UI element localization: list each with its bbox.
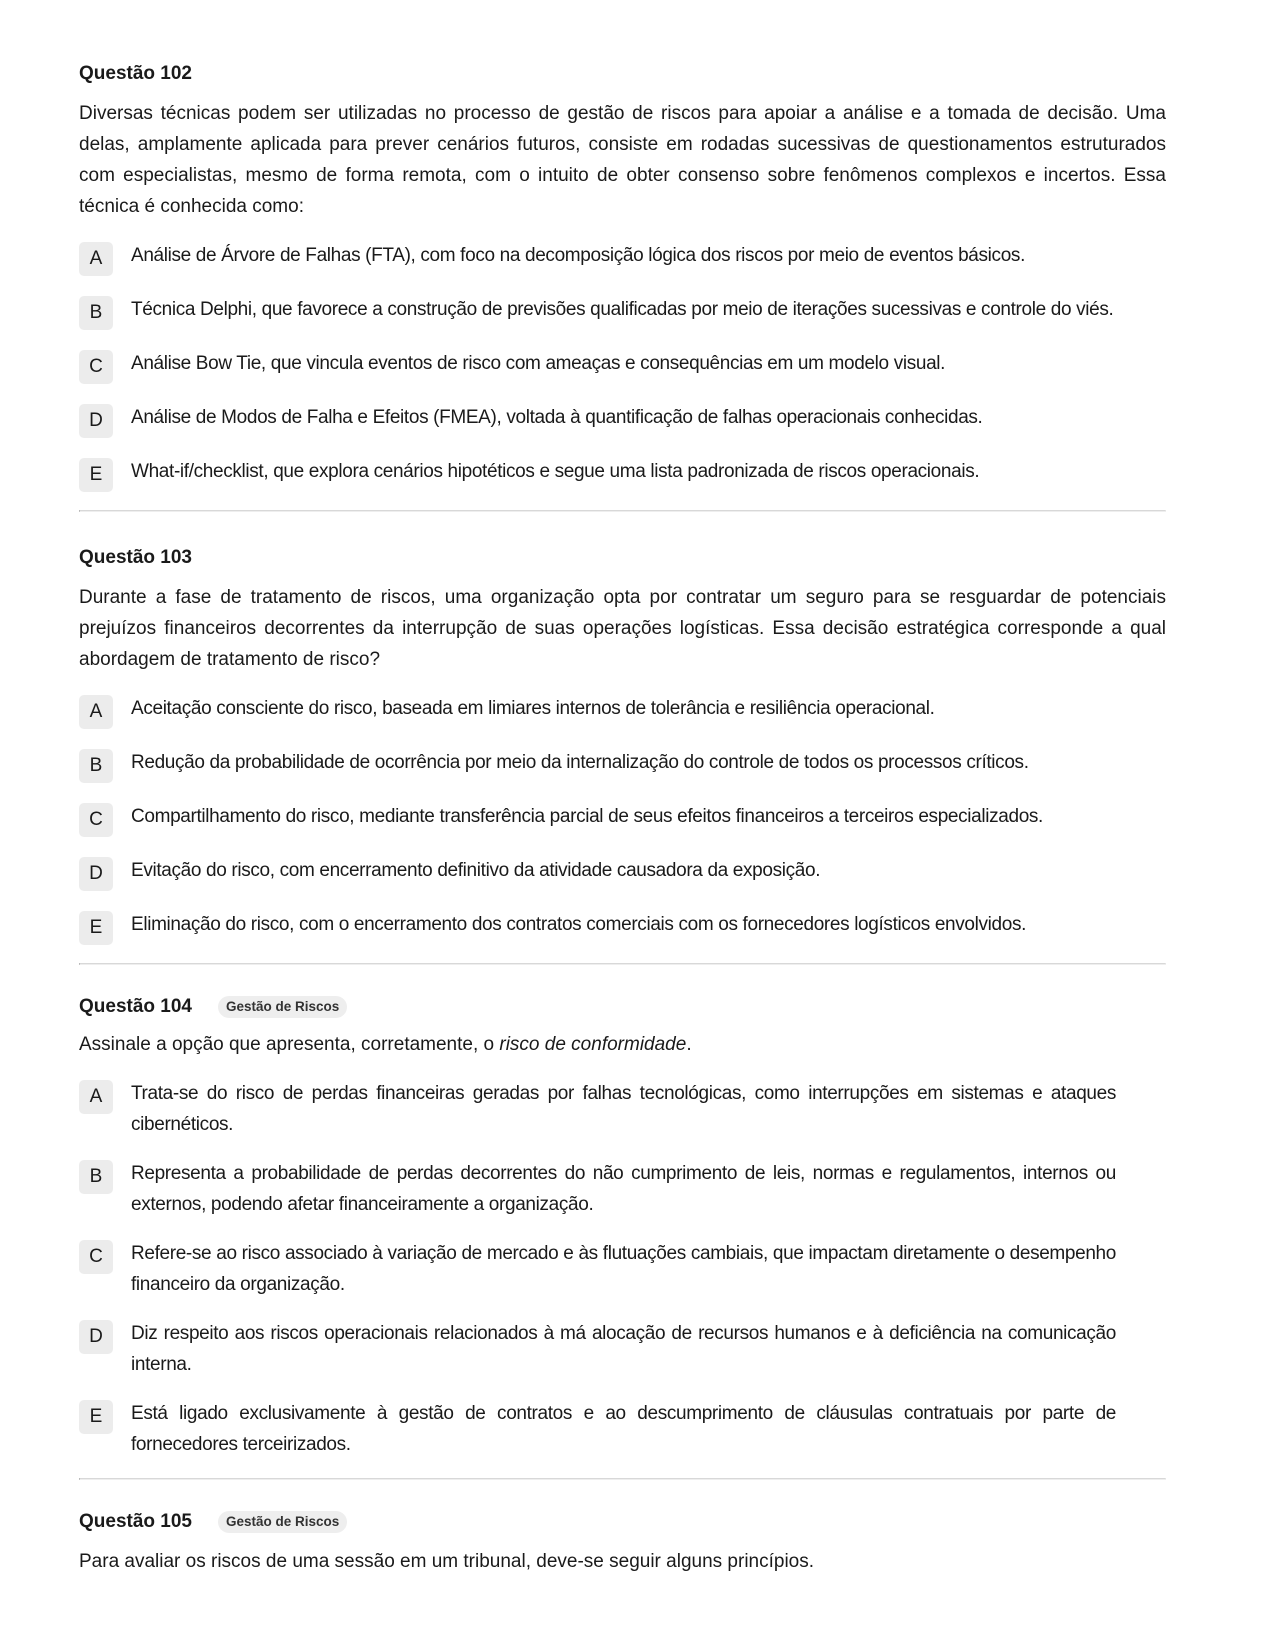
answer-option-d[interactable] <box>79 402 1166 438</box>
answer-option-b[interactable] <box>79 1158 1166 1220</box>
question-stem: Para avaliar os riscos de uma sessão em um tribunal, deve-se seguir alguns princípios. <box>79 1551 815 1572</box>
question-105 <box>79 1480 1166 1577</box>
option-text: Compartilhamento do risco, mediante transferência parcial de seus efeitos financeiros a terceiros especializados. <box>131 806 1043 827</box>
stem-emphasis: risco de conformidade <box>499 1034 687 1055</box>
option-letter-badge[interactable]: B <box>79 749 113 783</box>
stem-suffix: . <box>686 1034 692 1055</box>
option-letter-badge[interactable]: E <box>79 458 113 492</box>
subject-tag: Gestão de Riscos <box>218 1511 347 1533</box>
option-text: Trata-se do risco de perdas financeiras geradas por falhas tecnológicas, como interrupções em sistemas e ataques cibernéticos. <box>131 1083 1116 1135</box>
answer-option-e[interactable] <box>79 456 1166 492</box>
question-list <box>79 0 1166 1577</box>
question-102 <box>79 0 1166 492</box>
option-text: Está ligado exclusivamente à gestão de contratos e ao descumprimento de cláusulas contratuais por parte de fornecedores terceirizados. <box>131 1403 1116 1455</box>
option-text: Análise Bow Tie, que vincula eventos de risco com ameaças e consequências em um modelo visual. <box>131 353 946 374</box>
question-title: Questão 103 <box>79 547 192 568</box>
answer-option-e[interactable] <box>79 909 1166 945</box>
question-title: Questão 105 <box>79 1511 192 1532</box>
option-letter-badge[interactable]: A <box>79 242 113 276</box>
question-title: Questão 104 <box>79 996 192 1017</box>
question-103 <box>79 512 1166 945</box>
answer-option-b[interactable] <box>79 747 1166 783</box>
option-letter-badge[interactable]: D <box>79 404 113 438</box>
option-letter-badge[interactable]: D <box>79 1320 113 1354</box>
answer-option-c[interactable] <box>79 1238 1166 1300</box>
answer-option-c[interactable] <box>79 801 1166 837</box>
answer-option-a[interactable] <box>79 693 1166 729</box>
question-header <box>79 60 1166 88</box>
option-text: Análise de Modos de Falha e Efeitos (FMEA), voltada à quantificação de falhas operacionais conhecidas. <box>131 407 983 428</box>
answer-options <box>79 240 1166 492</box>
answer-option-d[interactable] <box>79 855 1166 891</box>
option-letter-badge[interactable]: C <box>79 350 113 384</box>
question-104 <box>79 965 1166 1460</box>
option-letter-badge[interactable]: C <box>79 803 113 837</box>
option-text: Análise de Árvore de Falhas (FTA), com foco na decomposição lógica dos riscos por meio de eventos básicos. <box>131 245 1025 266</box>
option-letter-badge[interactable]: C <box>79 1240 113 1274</box>
option-letter-badge[interactable]: B <box>79 1160 113 1194</box>
option-letter-badge[interactable]: A <box>79 1080 113 1114</box>
option-text: Aceitação consciente do risco, baseada em limiares internos de tolerância e resiliência operacional. <box>131 698 935 719</box>
subject-tag: Gestão de Riscos <box>218 996 347 1018</box>
question-header <box>79 1508 1166 1536</box>
option-letter-badge[interactable]: E <box>79 911 113 945</box>
question-stem <box>79 1029 1166 1060</box>
stem-text: Assinale a opção que apresenta, corretamente, o <box>79 1034 500 1055</box>
option-text: Diz respeito aos riscos operacionais relacionados à má alocação de recursos humanos e à deficiência na comunicação interna. <box>131 1323 1116 1375</box>
answer-options <box>79 693 1166 945</box>
option-text: What-if/checklist, que explora cenários hipotéticos e segue uma lista padronizada de riscos operacionais. <box>131 461 980 482</box>
question-title: Questão 102 <box>79 63 192 84</box>
option-text: Representa a probabilidade de perdas decorrentes do não cumprimento de leis, normas e regulamentos, internos ou externos, podendo afetar financeiramente a organização. <box>131 1163 1116 1215</box>
question-stem: Durante a fase de tratamento de riscos, uma organização opta por contratar um seguro para se resguardar de potenciais prejuízos financeiros decorrentes da interrupção de suas operações logísticas. Essa decisão estratégica corresponde a qual abordagem de tratamento de risco? <box>79 587 1166 670</box>
answer-options <box>79 1078 1166 1460</box>
option-text: Técnica Delphi, que favorece a construção de previsões qualificadas por meio de iterações sucessivas e controle do viés. <box>131 299 1114 320</box>
answer-option-e[interactable] <box>79 1398 1166 1460</box>
question-stem: Diversas técnicas podem ser utilizadas no processo de gestão de riscos para apoiar a análise e a tomada de decisão. Uma delas, amplamente aplicada para prever cenários futuros, consiste em rodadas sucessivas de questionamentos estruturados com especialistas, mesmo de forma remota, com o intuito de obter consenso sobre fenômenos complexos e incertos. Essa técnica é conhecida como: <box>79 103 1166 217</box>
option-text: Eliminação do risco, com o encerramento dos contratos comerciais com os fornecedores logísticos envolvidos. <box>131 914 1027 935</box>
option-text: Redução da probabilidade de ocorrência por meio da internalização do controle de todos os processos críticos. <box>131 752 1029 773</box>
question-header <box>79 544 1166 572</box>
option-text: Evitação do risco, com encerramento definitivo da atividade causadora da exposição. <box>131 860 821 881</box>
answer-option-a[interactable] <box>79 1078 1166 1140</box>
answer-option-b[interactable] <box>79 294 1166 330</box>
option-text: Refere-se ao risco associado à variação de mercado e às flutuações cambiais, que impactam diretamente o desempenho financeiro da organização. <box>131 1243 1116 1295</box>
question-header <box>79 993 1166 1021</box>
answer-option-c[interactable] <box>79 348 1166 384</box>
answer-option-a[interactable] <box>79 240 1166 276</box>
option-letter-badge[interactable]: D <box>79 857 113 891</box>
option-letter-badge[interactable]: E <box>79 1400 113 1434</box>
option-letter-badge[interactable]: A <box>79 695 113 729</box>
option-letter-badge[interactable]: B <box>79 296 113 330</box>
answer-option-d[interactable] <box>79 1318 1166 1380</box>
